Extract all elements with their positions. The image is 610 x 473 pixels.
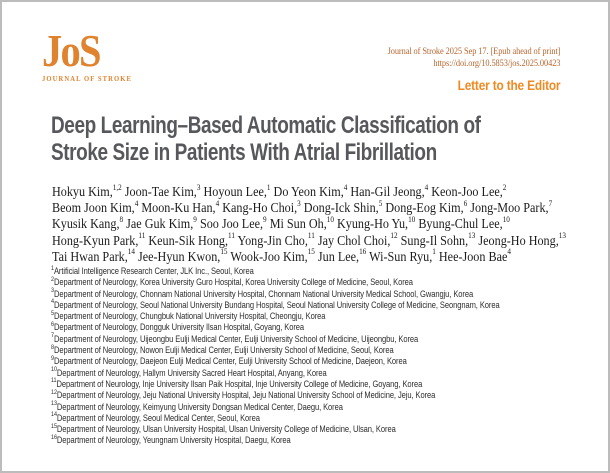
affiliation-text: Department of Neurology, Ulsan University Hospital, Ulsan University College of Medicine, Ulsan, Korea bbox=[56, 424, 396, 435]
author-affiliation-superscript: 1,2 bbox=[112, 182, 122, 192]
affiliation-text: Department of Neurology, Yeungnam University Hospital, Daegu, Korea bbox=[56, 435, 291, 446]
affiliation-text: Department of Neurology, Seoul National University Bundang Hospital, Seoul National University College of Medicine, Seongnam, Korea bbox=[53, 299, 500, 310]
affiliation-line bbox=[51, 379, 500, 390]
author-name: Hoyoun Lee, bbox=[203, 184, 267, 199]
affiliation-line bbox=[51, 311, 500, 322]
author-name: Tai Hwan Park, bbox=[52, 248, 128, 264]
affiliation-text: Artificial Intelligence Research Center, JLK Inc., Seoul, Korea bbox=[53, 266, 254, 276]
affiliation-number: 3 bbox=[51, 287, 54, 295]
affiliation-text: Department of Neurology, Jeju National University Hospital, Jeju National University School of Medicine, Jeju, Korea bbox=[56, 390, 436, 401]
affiliation-number: 13 bbox=[51, 400, 57, 408]
affiliation-text: Department of Neurology, Korea University Guro Hospital, Korea University College of Medicine, Seoul, Korea bbox=[53, 277, 413, 288]
affiliation-line bbox=[51, 266, 500, 277]
author-affiliation-superscript: 5 bbox=[378, 198, 383, 208]
affiliation-line bbox=[51, 424, 500, 435]
author-affiliation-superscript: 11 bbox=[228, 231, 235, 241]
author-name: Jeong-Ho Hong, bbox=[478, 232, 559, 248]
author-affiliation-superscript: 4 bbox=[424, 182, 429, 192]
affiliation-text: Department of Neurology, Uijeongbu Eulji Medical Center, Eulji University School of Medicine, Uijeongbu, Korea bbox=[53, 333, 419, 344]
author-name: Beom Joon Kim, bbox=[52, 200, 135, 216]
affiliation-number: 5 bbox=[51, 309, 54, 317]
affiliation-number: 16 bbox=[51, 433, 57, 441]
author-affiliation-superscript: 15 bbox=[220, 247, 228, 257]
author-name: Dong-Ick Shin, bbox=[303, 200, 379, 216]
author-name: Mi Sun Oh, bbox=[269, 216, 327, 232]
affiliation-line bbox=[51, 334, 500, 345]
journal-logo-text: JoS bbox=[42, 25, 100, 76]
affiliation-number: 11 bbox=[51, 377, 57, 385]
affiliation-number: 14 bbox=[51, 411, 57, 419]
article-title-line-2: Stroke Size in Patients With Atrial Fibrillation bbox=[51, 139, 437, 166]
author-affiliation-superscript: 10 bbox=[326, 214, 334, 224]
author-affiliation-superscript: 9 bbox=[193, 214, 197, 224]
affiliation-number: 4 bbox=[51, 298, 54, 306]
author-name: Han-Gil Jeong, bbox=[350, 184, 425, 199]
affiliation-text: Department of Neurology, Daejeon Eulji Medical Center, Eulji University School of Medicine, Daejeon, Korea bbox=[53, 356, 407, 367]
author-affiliation-superscript: 16 bbox=[359, 247, 367, 257]
author-line bbox=[52, 200, 566, 216]
citation-line: Journal of Stroke 2025 Sep 17. [Epub ahead of print] bbox=[387, 47, 560, 57]
journal-logo-subtext: JOURNAL OF STROKE bbox=[42, 74, 132, 83]
author-name: Jae Guk Kim, bbox=[126, 216, 194, 232]
affiliation-text: Department of Neurology, Keimyung University Dongsan Medical Center, Daegu, Korea bbox=[56, 401, 343, 412]
affiliation-list bbox=[51, 266, 500, 447]
author-name: Hee-Joon Bae bbox=[438, 248, 508, 264]
affiliation-line bbox=[51, 368, 500, 379]
affiliation-text: Department of Neurology, Chungbuk National University Hospital, Cheongju, Korea bbox=[53, 311, 326, 322]
author-affiliation-superscript: 11 bbox=[138, 231, 146, 241]
author-list bbox=[52, 184, 566, 265]
author-name: Soo Joo Lee, bbox=[199, 216, 264, 232]
author-affiliation-superscript: 7 bbox=[548, 198, 553, 208]
author-affiliation-superscript: 15 bbox=[307, 247, 315, 257]
affiliation-line bbox=[51, 345, 500, 356]
affiliation-line bbox=[51, 402, 500, 413]
author-name: Wi-Sun Ryu, bbox=[369, 248, 433, 264]
affiliation-text: Department of Neurology, Chonnam National University Hospital, Chonnam National University Medical School, Gwangju, Korea bbox=[53, 288, 474, 299]
journal-logo bbox=[42, 25, 132, 83]
affiliation-line bbox=[51, 356, 500, 367]
header-meta bbox=[387, 47, 560, 93]
author-name: Hokyu Kim, bbox=[52, 184, 113, 199]
affiliation-number: 6 bbox=[51, 320, 54, 328]
author-affiliation-superscript: 13 bbox=[558, 231, 566, 241]
author-affiliation-superscript: 3 bbox=[196, 182, 201, 192]
author-affiliation-superscript: 4 bbox=[507, 247, 511, 257]
author-name: Byung-Chul Lee, bbox=[418, 216, 503, 232]
author-name: Joon-Tae Kim, bbox=[124, 184, 197, 199]
author-name: Jong-Moo Park, bbox=[470, 200, 549, 216]
author-affiliation-superscript: 2 bbox=[502, 182, 507, 192]
author-name: Jun Lee, bbox=[317, 248, 360, 264]
author-name: Kyung-Ho Yu, bbox=[336, 216, 409, 232]
author-name: Jee-Hyun Kwon, bbox=[137, 248, 221, 264]
author-affiliation-superscript: 13 bbox=[468, 231, 476, 241]
affiliation-number: 2 bbox=[51, 275, 54, 283]
affiliation-number: 9 bbox=[51, 354, 54, 362]
affiliation-number: 10 bbox=[51, 366, 57, 374]
author-affiliation-superscript: 1 bbox=[266, 182, 271, 192]
author-name: Keun-Sik Hong, bbox=[148, 232, 229, 248]
author-name: Yong-Jin Cho, bbox=[237, 232, 308, 248]
author-name: Wook-Joo Kim, bbox=[230, 248, 308, 264]
affiliation-text: Department of Neurology, Hallym University Sacred Heart Hospital, Anyang, Korea bbox=[56, 367, 327, 378]
affiliation-line bbox=[51, 289, 500, 300]
author-affiliation-superscript: 6 bbox=[463, 198, 468, 208]
author-affiliation-superscript: 4 bbox=[343, 182, 348, 192]
affiliation-line bbox=[51, 435, 500, 446]
affiliation-number: 15 bbox=[51, 422, 57, 430]
affiliation-line bbox=[51, 300, 500, 311]
article-title bbox=[51, 112, 481, 166]
author-affiliation-superscript: 10 bbox=[408, 214, 416, 224]
article-type-label: Letter to the Editor bbox=[457, 78, 560, 93]
affiliation-number: 1 bbox=[51, 264, 54, 272]
affiliation-text: Department of Neurology, Seoul Medical Center, Seoul, Korea bbox=[56, 412, 260, 423]
affiliation-text: Department of Neurology, Dongguk University Ilsan Hospital, Goyang, Korea bbox=[53, 322, 305, 333]
author-affiliation-superscript: 4 bbox=[134, 198, 139, 208]
doi-link[interactable]: https://doi.org/10.5853/jos.2025.00423 bbox=[432, 58, 560, 69]
author-affiliation-superscript: 1 bbox=[432, 247, 436, 257]
author-affiliation-superscript: 9 bbox=[263, 214, 267, 224]
author-line bbox=[52, 184, 566, 200]
author-name: Jay Chol Choi, bbox=[317, 232, 391, 248]
author-line bbox=[52, 249, 566, 265]
author-name: Do Yeon Kim, bbox=[273, 184, 344, 199]
affiliation-number: 7 bbox=[51, 332, 54, 340]
affiliation-line bbox=[51, 277, 500, 288]
author-affiliation-superscript: 4 bbox=[215, 198, 220, 208]
affiliation-text: Department of Neurology, Nowon Eulji Medical Center, Eulji University School of Medicine, Seoul, Korea bbox=[53, 345, 394, 356]
author-affiliation-superscript: 3 bbox=[297, 198, 301, 208]
author-affiliation-superscript: 14 bbox=[127, 247, 135, 257]
affiliation-line bbox=[51, 390, 500, 401]
affiliation-line bbox=[51, 413, 500, 424]
author-name: Kyusik Kang, bbox=[52, 216, 120, 232]
author-affiliation-superscript: 12 bbox=[390, 231, 398, 241]
affiliation-line bbox=[51, 322, 500, 333]
affiliation-number: 12 bbox=[51, 388, 57, 396]
author-affiliation-superscript: 10 bbox=[502, 214, 510, 224]
author-affiliation-superscript: 8 bbox=[119, 214, 124, 224]
author-affiliation-superscript: 11 bbox=[307, 231, 315, 241]
affiliation-number: 8 bbox=[51, 343, 54, 351]
author-name: Dong-Eog Kim, bbox=[385, 200, 464, 216]
author-name: Moon-Ku Han, bbox=[141, 200, 216, 216]
author-name: Kang-Ho Choi, bbox=[222, 200, 298, 216]
affiliation-text: Department of Neurology, Inje University Ilsan Paik Hospital, Inje University College of Medicine, Goyang, Korea bbox=[56, 378, 423, 389]
author-name: Sung-Il Sohn, bbox=[400, 232, 469, 248]
author-name: Hong-Kyun Park, bbox=[52, 232, 139, 248]
author-name: Keon-Joo Lee, bbox=[431, 184, 503, 199]
article-title-line-1: Deep Learning–Based Automatic Classification of bbox=[51, 112, 481, 139]
